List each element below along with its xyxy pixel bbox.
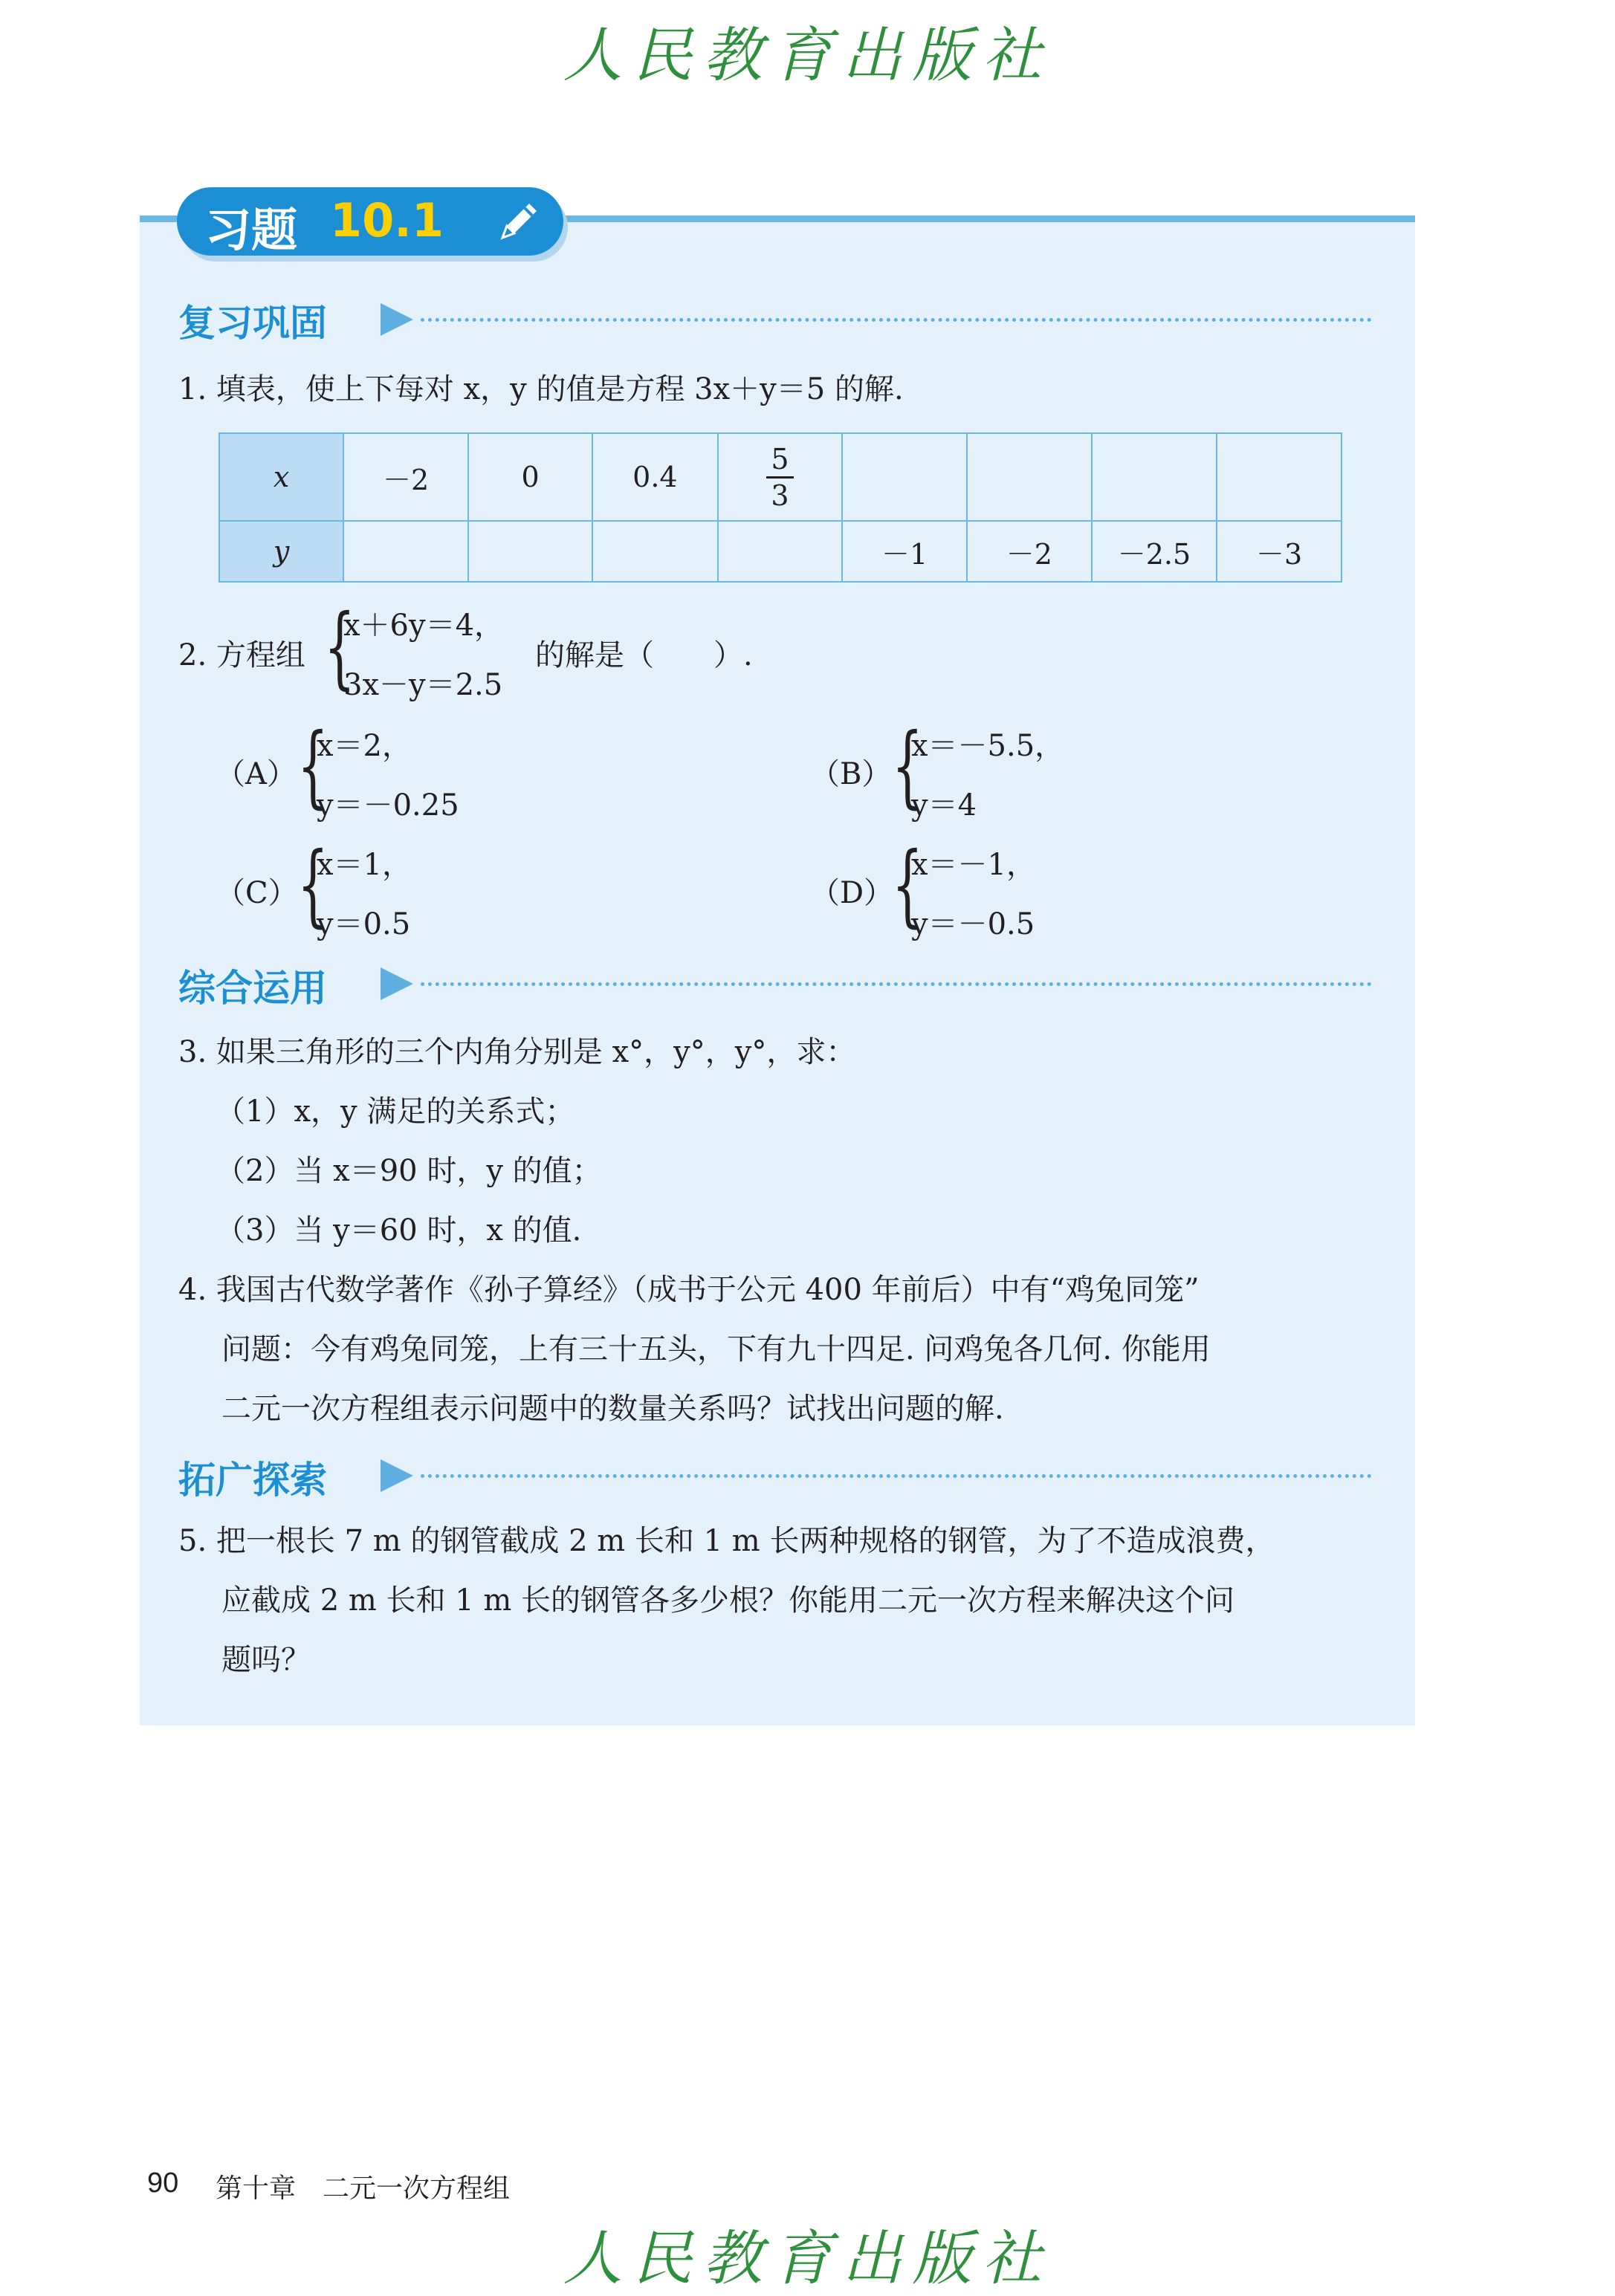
question-3-part1: （1）x，y 满足的关系式；: [216, 1095, 575, 1129]
option-c-line2: y＝0.5: [317, 907, 411, 941]
section-title-apply: 综合运用: [178, 967, 327, 1010]
system-brace: {: [297, 715, 328, 818]
chapter-title: 第十章 二元一次方程组: [216, 2173, 511, 2204]
question-5-line2: 应截成 2 m 长和 1 m 长的钢管各多少根？你能用二元一次方程来解决这个问: [221, 1583, 1235, 1618]
question-3-part2: （2）当 x＝90 时，y 的值；: [216, 1154, 602, 1188]
section-divider: [421, 318, 1372, 322]
option-d-line1: x＝－1，: [911, 848, 1037, 882]
section-title-explore: 拓广探索: [178, 1459, 327, 1502]
table-head-y: y: [219, 521, 343, 582]
publisher-logo-top: 人民教育出版社: [563, 21, 1052, 90]
table-cell: －2: [967, 521, 1092, 582]
section-arrow-icon: [378, 1456, 416, 1495]
option-b-line2: y＝4: [911, 788, 977, 823]
table-cell-fraction: [718, 433, 843, 521]
table-cell: [842, 433, 967, 521]
table-cell: [967, 433, 1092, 521]
option-b-label: （B）: [810, 757, 892, 791]
table-row-x: [219, 433, 1341, 521]
option-d-label: （D）: [810, 876, 894, 910]
system-brace: {: [892, 834, 923, 937]
option-a-line1: x＝2，: [317, 729, 412, 763]
table-cell: [1092, 433, 1217, 521]
section-arrow-icon: [378, 964, 416, 1003]
option-d-line2: y＝－0.5: [911, 907, 1035, 941]
option-c-label: （C）: [216, 876, 298, 910]
table-cell: [718, 521, 843, 582]
banner-label: 习题: [205, 203, 298, 257]
option-a-label: （A）: [216, 757, 297, 791]
table-cell: [468, 521, 592, 582]
section-arrow-icon: [378, 300, 416, 339]
exercise-banner: [177, 187, 563, 256]
question-4-line2: 问题：今有鸡兔同笼，上有三十五头，下有九十四足. 问鸡兔各几何. 你能用: [221, 1332, 1211, 1366]
system-eq2: 3x－y＝2.5: [343, 668, 503, 702]
table-cell: 0: [468, 433, 592, 521]
question-4-line1: 4. 我国古代数学著作《孙子算经》（成书于公元 400 年前后）中有“鸡兔同笼”: [178, 1273, 1200, 1307]
system-eq1: x＋6y＝4，: [343, 609, 505, 643]
fraction-denominator: 3: [771, 479, 789, 512]
fraction: [766, 442, 793, 513]
table-head-x: x: [219, 433, 343, 521]
question-1: 1. 填表，使上下每对 x，y 的值是方程 3x＋y＝5 的解.: [178, 372, 904, 406]
question-4-line3: 二元一次方程组表示问题中的数量关系吗？试找出问题的解.: [221, 1392, 1004, 1426]
table-cell: －3: [1217, 521, 1341, 582]
section-title-review: 复习巩固: [178, 302, 327, 345]
banner-number: 10.1: [330, 193, 444, 247]
option-a-line2: y＝－0.25: [317, 788, 459, 823]
system-brace: {: [324, 596, 355, 699]
section-divider: [421, 1474, 1372, 1478]
page-number: 90: [147, 2167, 179, 2199]
option-b-line1: x＝－5.5，: [911, 729, 1065, 763]
question-2-suffix: 的解是（ ）.: [535, 638, 753, 672]
table-cell: －2.5: [1092, 521, 1217, 582]
table-cell: [1217, 433, 1341, 521]
table-row-y: [219, 521, 1341, 582]
question-3: 3. 如果三角形的三个内角分别是 x°，y°，y°，求：: [178, 1035, 856, 1069]
question-3-part3: （3）当 y＝60 时，x 的值.: [216, 1213, 582, 1248]
section-divider: [421, 982, 1372, 986]
answer-table: [219, 432, 1342, 583]
question-5-line1: 5. 把一根长 7 m 的钢管截成 2 m 长和 1 m 长两种规格的钢管，为了不造成浪费，: [178, 1524, 1275, 1558]
pencil-icon: [492, 196, 544, 248]
fraction-numerator: 5: [766, 442, 793, 479]
table-cell: －2: [343, 433, 468, 521]
system-brace: {: [297, 834, 328, 937]
question-2-prefix: 2. 方程组: [178, 638, 305, 672]
table-cell: [343, 521, 468, 582]
table-cell: 0.4: [592, 433, 717, 521]
table-cell: －1: [842, 521, 967, 582]
option-c-line1: x＝1，: [317, 848, 412, 882]
question-5-line3: 题吗？: [221, 1643, 311, 1677]
publisher-logo-bottom: 人民教育出版社: [563, 2224, 1052, 2293]
table-cell: [592, 521, 717, 582]
system-brace: {: [892, 715, 923, 818]
